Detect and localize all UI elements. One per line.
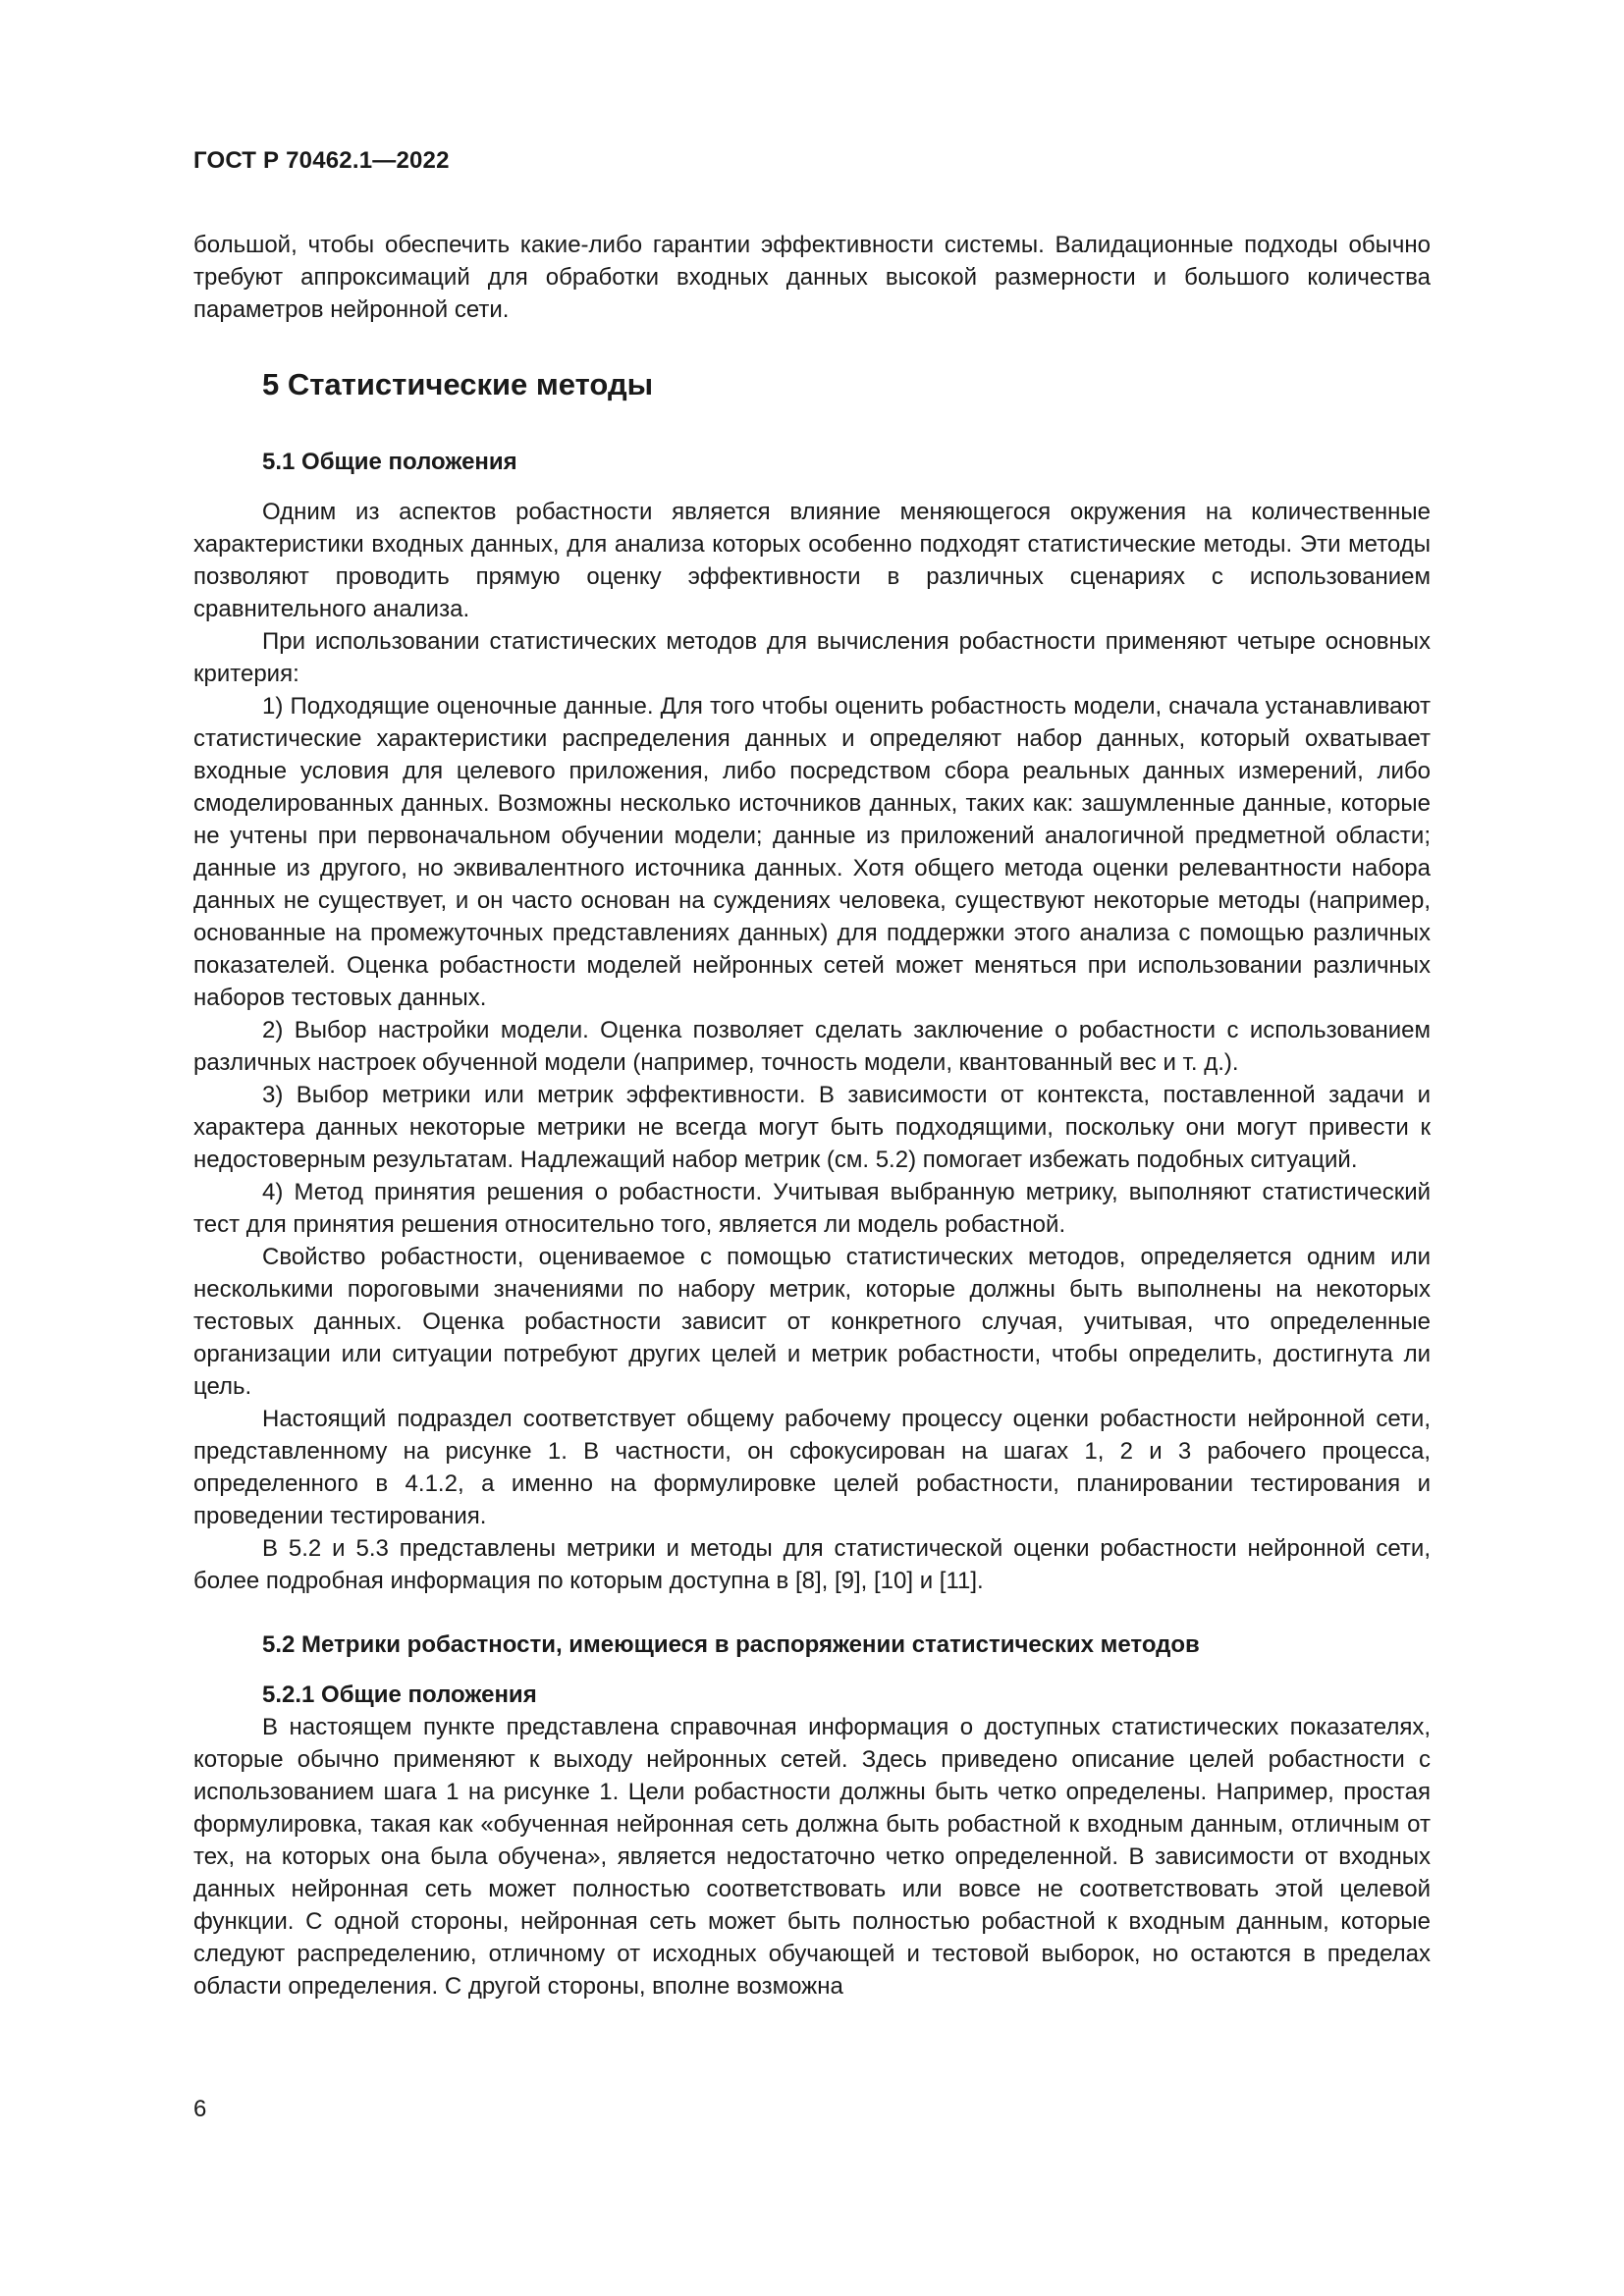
section-heading-5: 5 Статистические методы xyxy=(262,367,654,401)
list-item-criterion-3: 3) Выбор метрики или метрик эффективности. В зависимости от контекста, поставленной задачи и характера данных некоторые метрики не всегда могут быть подходящими, поскольку они могут привести к недостоверным результатам. Надлежащий набор метрик (см. 5.2) помогает избежать подобных ситуаций. xyxy=(193,1082,1431,1173)
list-item-criterion-1: 1) Подходящие оценочные данные. Для того чтобы оценить робастность модели, сначала устанавливают статистические характеристики распределения данных и определяют набор данных, который охватывает входные условия для целевого приложения, либо посредством сбора реальных данных измерений, либо смоделированных данных. Возможны несколько источников данных, таких как: зашумленные данные, которые не учтены при первоначальном обучении модели; данные из приложений аналогичной предметной области; данные из другого, но эквивалентного источника данных. Хотя общего метода оценки релевантности набора данных не существует, и он часто основан на суждениях человека, существуют некоторые методы (например, основанные на промежуточных представлениях данных) для поддержки этого анализа с помощью различных показателей. Оценка робастности моделей нейронных сетей может меняться при использовании различных наборов тестовых данных. xyxy=(193,693,1431,1011)
subsection-heading-5-2: 5.2 Метрики робастности, имеющиеся в распоряжении статистических методов xyxy=(262,1631,1200,1658)
paragraph: Свойство робастности, оцениваемое с помощью статистических методов, определяется одним или несколькими пороговыми значениями по набору метрик, которые должны быть выполнены на некоторых тестовых данных. Оценка робастности зависит от конкретного случая, учитывая, что определенные организации или ситуации потребуют других целей и метрик робастности, чтобы определить, достигнута ли цель. xyxy=(193,1244,1431,1400)
paragraph: Одним из аспектов робастности является влияние меняющегося окружения на количественные характеристики входных данных, для анализа которых особенно подходят статистические методы. Эти методы позволяют проводить прямую оценку эффективности в различных сценариях с использованием сравнительного анализа. xyxy=(193,499,1431,622)
document-page xyxy=(193,147,1431,2002)
list-item-criterion-2: 2) Выбор настройки модели. Оценка позволяет сделать заключение о робастности с использованием различных настроек обученной модели (например, точность модели, квантованный вес и т. д.). xyxy=(193,1017,1431,1076)
page-number: 6 xyxy=(193,2096,207,2122)
paragraph: В 5.2 и 5.3 представлены метрики и методы для статистической оценки робастности нейронной сети, более подробная информация по которым доступна в [8], [9], [10] и [11]. xyxy=(193,1535,1431,1594)
subsection-heading-5-1: 5.1 Общие положения xyxy=(262,449,517,475)
paragraph-continued: большой, чтобы обеспечить какие-либо гарантии эффективности системы. Валидационные подходы обычно требуют аппроксимаций для обработки входных данных высокой размерности и большого количества параметров нейронной сети. xyxy=(193,232,1431,323)
document-id-header: ГОСТ Р 70462.1—2022 xyxy=(193,147,450,174)
paragraph: Настоящий подраздел соответствует общему рабочему процессу оценки робастности нейронной сети, представленному на рисунке 1. В частности, он сфокусирован на шагах 1, 2 и 3 рабочего процесса, определенного в 4.1.2, а именно на формулировке целей робастности, планировании тестирования и проведении тестирования. xyxy=(193,1406,1431,1529)
paragraph: В настоящем пункте представлена справочная информация о доступных статистических показателях, которые обычно применяют к выходу нейронных сетей. Здесь приведено описание целей робастности с использованием шага 1 на рисунке 1. Цели робастности должны быть четко определены. Например, простая формулировка, такая как «обученная нейронная сеть должна быть робастной к входным данным, отличным от тех, на которых она была обучена», является недостаточно четко определенной. В зависимости от входных данных нейронная сеть может полностью соответствовать или вовсе не соответствовать этой целевой функции. С одной стороны, нейронная сеть может быть полностью робастной к входным данным, которые следуют распределению, отличному от исходных обучающей и тестовой выборок, но остаются в пределах области определения. С другой стороны, вполне возможна xyxy=(193,1714,1431,2000)
clause-heading-5-2-1: 5.2.1 Общие положения xyxy=(262,1682,537,1708)
paragraph: При использовании статистических методов для вычисления робастности применяют четыре основных критерия: xyxy=(193,628,1431,687)
list-item-criterion-4: 4) Метод принятия решения о робастности. Учитывая выбранную метрику, выполняют статистический тест для принятия решения относительно того, является ли модель робастной. xyxy=(193,1179,1431,1238)
